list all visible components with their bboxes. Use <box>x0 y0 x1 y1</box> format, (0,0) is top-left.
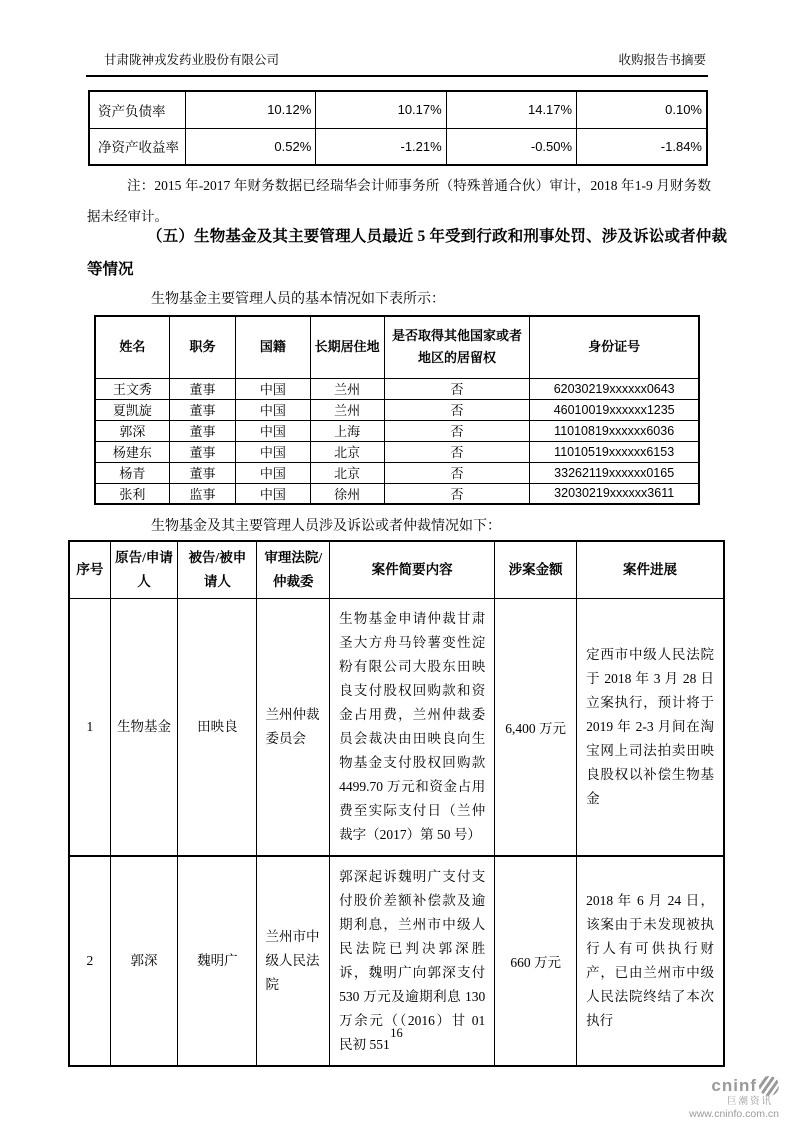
col-header-permit: 是否取得其他国家或者地区的居留权 <box>384 316 530 378</box>
cell-position: 董事 <box>169 399 235 420</box>
col-header-nationality: 国籍 <box>236 316 310 378</box>
table-row <box>69 598 724 856</box>
page-header <box>86 50 708 77</box>
logo-row <box>639 1076 779 1096</box>
cell-position: 董事 <box>169 378 235 399</box>
litigation-intro: 生物基金及其主要管理人员涉及诉讼或者仲裁情况如下： <box>151 519 501 534</box>
logo-site-url: www.cninfo.com.cn <box>689 1108 779 1121</box>
audit-note: 注：2015 年-2017 年财务数据已经瑞华会计师事务所（特殊普通合伙）审计，2018 年1-9 月财务数据未经审计。 <box>87 178 711 224</box>
cell-no: 1 <box>69 598 110 856</box>
cell-name: 杨建东 <box>95 441 169 462</box>
cell-amount: 6,400 万元 <box>495 598 577 856</box>
table-header-row <box>95 316 699 378</box>
litigation-table <box>68 540 725 1067</box>
col-header-id: 身份证号 <box>530 316 699 378</box>
cell-permit: 否 <box>384 420 530 441</box>
cell-permit: 否 <box>384 462 530 483</box>
ratio-value: 10.12% <box>185 91 315 128</box>
cell-court: 兰州市中级人民法院 <box>257 856 330 1066</box>
ratio-value: 0.52% <box>185 128 315 165</box>
financial-ratios-table <box>88 90 708 166</box>
cell-plaintiff: 生物基金 <box>110 598 177 856</box>
cell-summary: 生物基金申请仲裁甘肃圣大方舟马铃薯变性淀粉有限公司大股东田映良支付股权回购款和资金占用费，兰州仲裁委员会裁决由田映良向生物基金支付股权回购款 4499.70 万元和资金占用费至实际支付日（兰仲裁字（2017）第 50 号） <box>330 598 495 856</box>
ratio-value: -1.21% <box>316 128 446 165</box>
cell-id: 33262119xxxxxx0165 <box>530 462 699 483</box>
ratio-value: 0.10% <box>577 91 707 128</box>
cell-court: 兰州仲裁委员会 <box>257 598 330 856</box>
col-header-progress: 案件进展 <box>577 541 724 598</box>
cell-summary: 郭深起诉魏明广支付支付股价差额补偿款及逾期利息，兰州市中级人民法院已判决郭深胜诉，魏明广向郭深支付 530 万元及逾期利息 130 万余元（（2016）甘 01 民初 551 <box>330 856 495 1066</box>
logo-brand-text: cninf <box>711 1075 757 1095</box>
cell-nationality: 中国 <box>236 378 310 399</box>
cell-amount: 660 万元 <box>495 856 577 1066</box>
cell-residence: 北京 <box>310 441 384 462</box>
cell-residence: 北京 <box>310 462 384 483</box>
cell-position: 董事 <box>169 420 235 441</box>
col-header-position: 职务 <box>169 316 235 378</box>
cell-nationality: 中国 <box>236 483 310 504</box>
cell-permit: 否 <box>384 483 530 504</box>
ratio-value: -1.84% <box>577 128 707 165</box>
table-row <box>89 91 707 128</box>
cell-no: 2 <box>69 856 110 1066</box>
cell-id: 11010819xxxxxx6036 <box>530 420 699 441</box>
cell-permit: 否 <box>384 378 530 399</box>
cell-position: 监事 <box>169 483 235 504</box>
managers-intro: 生物基金主要管理人员的基本情况如下表所示： <box>151 292 445 307</box>
cell-position: 董事 <box>169 441 235 462</box>
cninfo-logo <box>639 1076 779 1121</box>
table-row <box>95 420 699 441</box>
col-header-name: 姓名 <box>95 316 169 378</box>
ratio-value: -0.50% <box>446 128 576 165</box>
col-header-court: 审理法院/仲裁委 <box>257 541 330 598</box>
cell-nationality: 中国 <box>236 462 310 483</box>
cell-name: 夏凯旋 <box>95 399 169 420</box>
table-row <box>89 128 707 165</box>
table-row <box>95 462 699 483</box>
cell-name: 杨青 <box>95 462 169 483</box>
cell-permit: 否 <box>384 441 530 462</box>
table-row <box>95 378 699 399</box>
table-header-row <box>69 541 724 598</box>
cell-name: 张利 <box>95 483 169 504</box>
cell-progress: 定西市中级人民法院于 2018 年 3 月 28 日立案执行，预计将于 2019 年 2-3 月间在淘宝网上司法拍卖田映良股权以补偿生物基金 <box>577 598 724 856</box>
cell-defendant: 田映良 <box>178 598 257 856</box>
ratio-value: 10.17% <box>316 91 446 128</box>
cell-permit: 否 <box>384 399 530 420</box>
col-header-residence: 长期居住地 <box>310 316 384 378</box>
col-header-summary: 案件简要内容 <box>330 541 495 598</box>
cell-nationality: 中国 <box>236 441 310 462</box>
ratio-value: 14.17% <box>446 91 576 128</box>
col-header-amount: 涉案金额 <box>495 541 577 598</box>
cell-plaintiff: 郭深 <box>110 856 177 1066</box>
cell-residence: 上海 <box>310 420 384 441</box>
table-row <box>95 399 699 420</box>
globe-swirl-icon <box>759 1076 779 1096</box>
document-type: 收购报告书摘要 <box>618 53 706 67</box>
cell-id: 32030219xxxxxx3611 <box>530 483 699 504</box>
cell-position: 董事 <box>169 462 235 483</box>
cell-nationality: 中国 <box>236 399 310 420</box>
cell-residence: 徐州 <box>310 483 384 504</box>
cell-id: 62030219xxxxxx0643 <box>530 378 699 399</box>
ratio-label: 资产负债率 <box>89 91 185 128</box>
cell-residence: 兰州 <box>310 378 384 399</box>
cell-defendant: 魏明广 <box>178 856 257 1066</box>
cell-id: 11010519xxxxxx6153 <box>530 441 699 462</box>
ratio-label: 净资产收益率 <box>89 128 185 165</box>
cell-name: 王文秀 <box>95 378 169 399</box>
section-heading: （五）生物基金及其主要管理人员最近 5 年受到行政和刑事处罚、涉及诉讼或者仲裁等情况 <box>87 228 727 278</box>
cell-residence: 兰州 <box>310 399 384 420</box>
col-header-plaintiff: 原告/申请人 <box>110 541 177 598</box>
table-row <box>95 441 699 462</box>
col-header-defendant: 被告/被申请人 <box>178 541 257 598</box>
cell-name: 郭深 <box>95 420 169 441</box>
cell-progress: 2018 年 6 月 24 日，该案由于未发现被执行人有可供执行财产，已由兰州市中级人民法院终结了本次执行 <box>577 856 724 1066</box>
managers-table <box>94 315 700 505</box>
page-number: 16 <box>390 1026 403 1040</box>
cell-id: 46010019xxxxxx1235 <box>530 399 699 420</box>
cell-nationality: 中国 <box>236 420 310 441</box>
company-name: 甘肃陇神戎发药业股份有限公司 <box>104 53 280 67</box>
table-row <box>95 483 699 504</box>
col-header-no: 序号 <box>69 541 110 598</box>
logo-tagline: 巨潮资讯 <box>726 1096 773 1107</box>
